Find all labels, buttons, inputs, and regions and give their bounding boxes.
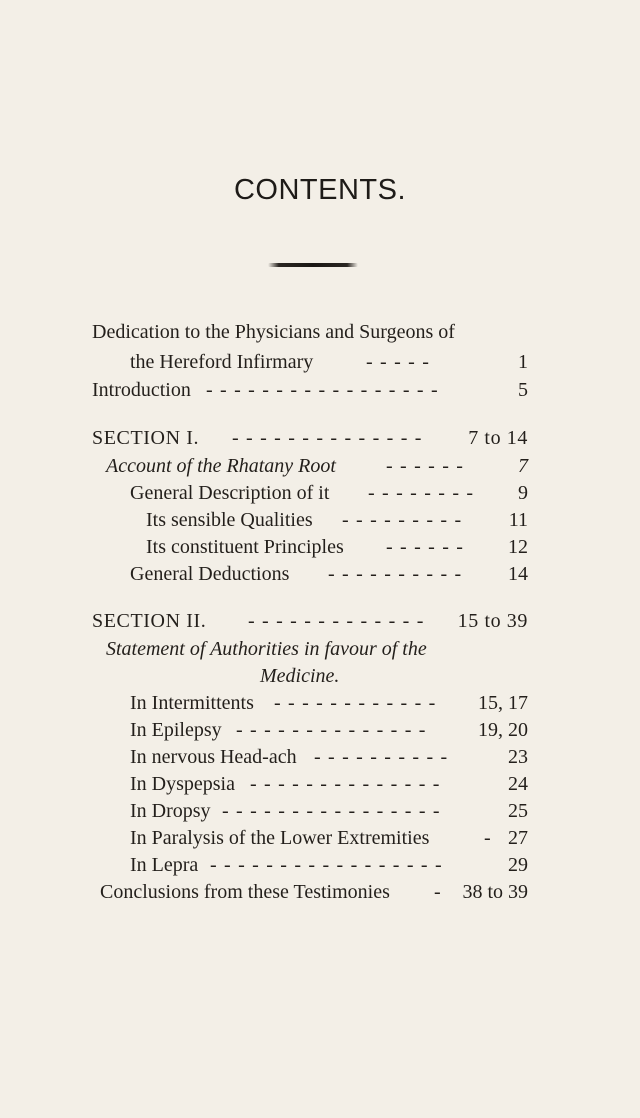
page-number: 27 (508, 827, 528, 849)
entry-label: Dedication to the Physicians and Surgeons of (92, 321, 455, 343)
page-range: 7 to 14 (468, 427, 528, 449)
page-number: 1 (518, 351, 528, 373)
dot-leader: - - - - - - - - - - - - - - (232, 427, 423, 449)
toc-entry-sensible-qualities (0, 505, 640, 535)
dot-leader: - (434, 881, 442, 903)
toc-entry-dedication (0, 317, 640, 347)
entry-label: Introduction (92, 379, 191, 401)
page-number: 9 (518, 482, 528, 504)
toc-entry-dedication-cont (0, 347, 640, 377)
dot-leader: - - - - - (366, 351, 431, 373)
toc-entry-nervous-head-ach (0, 742, 640, 772)
section-heading: SECTION I. (92, 427, 200, 449)
section-heading: SECTION II. (92, 610, 207, 632)
toc-entry-statement-cont (0, 661, 640, 691)
toc-entry-general-deductions (0, 559, 640, 589)
dot-leader: - - - - - - - - - (342, 509, 463, 531)
toc-entry-epilepsy (0, 715, 640, 745)
entry-label: General Deductions (130, 563, 290, 585)
toc-entry-general-description (0, 478, 640, 508)
toc-entry-lepra (0, 850, 640, 880)
entry-label: the Hereford Infirmary (130, 351, 314, 373)
page-number: 24 (508, 773, 528, 795)
entry-label: Medicine. (260, 665, 340, 687)
dot-leader: - - - - - - - - - - - - - - (236, 719, 427, 741)
dot-leader: - - - - - - - - - - (314, 746, 449, 768)
entry-label: Statement of Authorities in favour of the (106, 638, 427, 660)
entry-label: Its sensible Qualities (146, 509, 313, 531)
dot-leader: - - - - - - - - - - - - - - (250, 773, 441, 795)
entry-label: In nervous Head-ach (130, 746, 297, 768)
toc-entry-paralysis (0, 823, 640, 853)
dot-leader: - - - - - - - - - - - - - (248, 610, 425, 632)
entry-label: In Lepra (130, 854, 199, 876)
page-range: 15 to 39 (457, 610, 528, 632)
entry-label: In Intermittents (130, 692, 254, 714)
entry-label: Conclusions from these Testimonies (100, 881, 390, 903)
page-number: 25 (508, 800, 528, 822)
toc-entry-constituent-principles (0, 532, 640, 562)
entry-label: Account of the Rhatany Root (106, 455, 336, 477)
dot-leader: - - - - - - (386, 455, 465, 477)
page-number: 5 (518, 379, 528, 401)
dot-leader: - - - - - - (386, 536, 465, 558)
page-range: 38 to 39 (462, 881, 528, 903)
toc-section-2 (0, 606, 640, 636)
page-number: 15, 17 (478, 692, 528, 714)
page-number: 11 (508, 509, 528, 531)
toc-entry-intermittents (0, 688, 640, 718)
entry-label: In Epilepsy (130, 719, 222, 741)
toc-entry-statement (0, 634, 640, 664)
toc-entry-conclusions (0, 877, 640, 907)
page-title: CONTENTS. (233, 174, 407, 206)
entry-label: In Dyspepsia (130, 773, 235, 795)
page-number: 29 (508, 854, 528, 876)
toc-entry-introduction (0, 375, 640, 405)
dot-leader: - - - - - - - - - - - - - - - - - (206, 379, 439, 401)
dot-leader: - - - - - - - - - - - - - - - - - (210, 854, 443, 876)
page-number: 7 (518, 455, 528, 477)
page-number: 14 (508, 563, 528, 585)
page-number: 19, 20 (478, 719, 528, 741)
dot-leader: - - - - - - - - (368, 482, 475, 504)
entry-label: In Dropsy (130, 800, 211, 822)
toc-entry-dyspepsia (0, 769, 640, 799)
dot-leader: - - - - - - - - - - - - - - - - (222, 800, 441, 822)
entry-label: General Description of it (130, 482, 330, 504)
toc-entry-rhatany-root (0, 451, 640, 481)
dot-leader: - - - - - - - - - - - - (274, 692, 437, 714)
entry-label: In Paralysis of the Lower Extremities (130, 827, 430, 849)
dot-leader: - - - - - - - - - - (328, 563, 463, 585)
ornamental-rule (268, 263, 358, 267)
page-number: 23 (508, 746, 528, 768)
entry-label: Its constituent Principles (146, 536, 344, 558)
toc-section-1 (0, 423, 640, 453)
toc-entry-dropsy (0, 796, 640, 826)
page-number: 12 (508, 536, 528, 558)
dot-leader: - (484, 827, 492, 849)
